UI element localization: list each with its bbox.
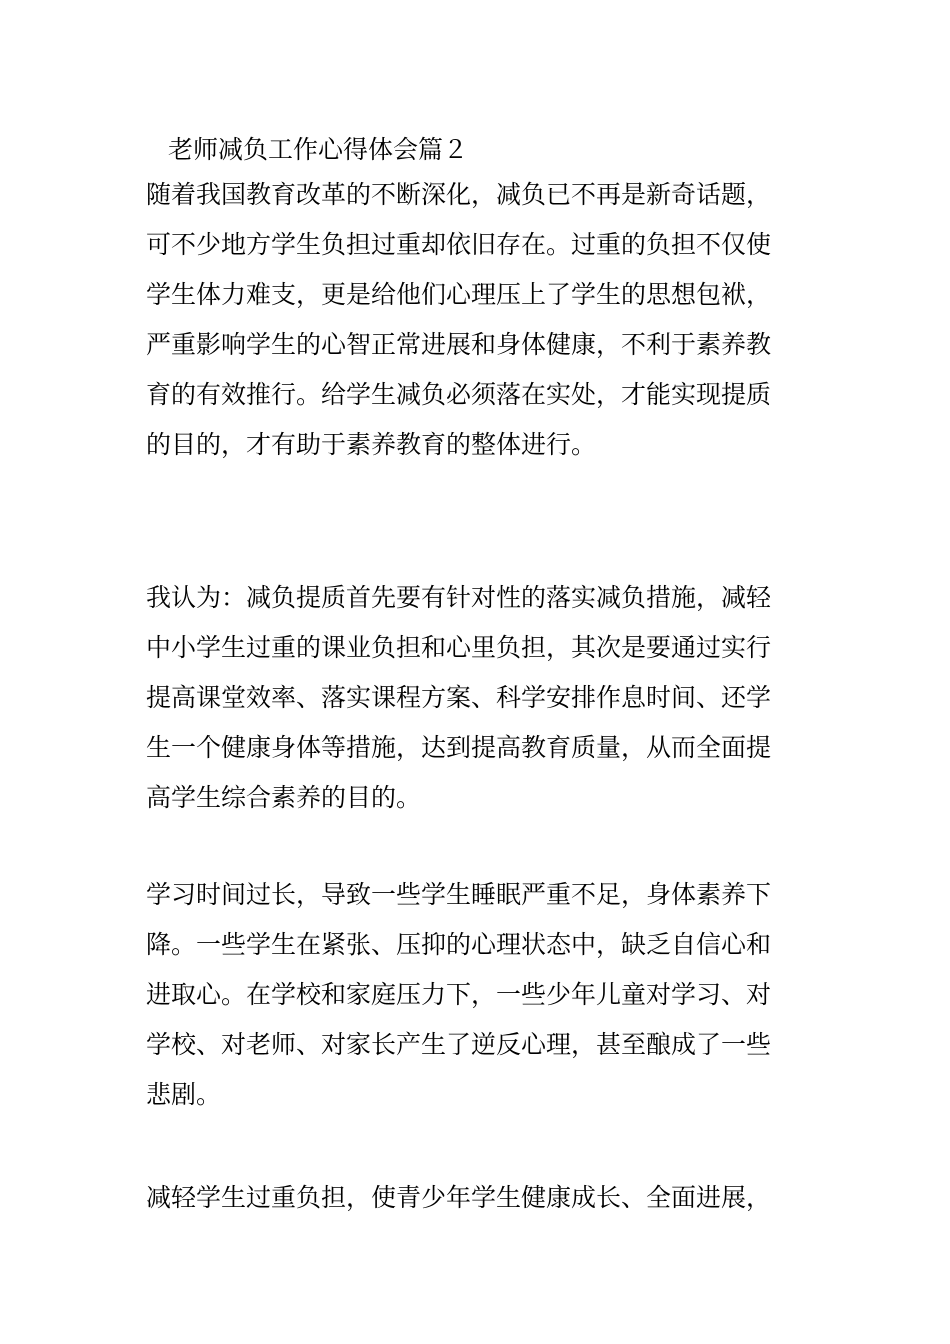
text-line: 降。一些学生在紧张、压抑的心理状态中，缺乏自信心和 xyxy=(146,930,772,959)
text-line: 育的有效推行。给学生减负必须落在实处，才能实现提质 xyxy=(146,380,772,409)
text-line: 进取心。在学校和家庭压力下，一些少年儿童对学习、对 xyxy=(146,980,772,1009)
text-line: 中小学生过重的课业负担和心里负担，其次是要通过实行 xyxy=(146,633,772,662)
text-line: 减轻学生过重负担，使青少年学生健康成长、全面进展， xyxy=(146,1183,772,1212)
text-line: 生一个健康身体等措施，达到提高教育质量，从而全面提 xyxy=(146,733,772,762)
text-line: 严重影响学生的心智正常进展和身体健康，不利于素养教 xyxy=(146,330,772,359)
document-title: 老师减负工作心得体会篇２ xyxy=(168,135,469,164)
text-line: 学习时间过长，导致一些学生睡眠严重不足，身体素养下 xyxy=(146,880,772,909)
text-line: 可不少地方学生负担过重却依旧存在。过重的负担不仅使 xyxy=(146,230,772,259)
paragraph xyxy=(146,573,810,823)
text-line: 高学生综合素养的目的。 xyxy=(146,783,422,812)
text-line: 悲剧。 xyxy=(146,1080,222,1109)
text-line: 我认为：减负提质首先要有针对性的落实减负措施，减轻 xyxy=(146,583,772,612)
text-line: 提高课堂效率、落实课程方案、科学安排作息时间、还学 xyxy=(146,683,772,712)
paragraph xyxy=(146,170,810,470)
text-line: 的目的，才有助于素养教育的整体进行。 xyxy=(146,430,597,459)
text-line: 随着我国教育改革的不断深化，减负已不再是新奇话题， xyxy=(146,180,772,209)
text-line: 学生体力难支，更是给他们心理压上了学生的思想包袱， xyxy=(146,280,772,309)
paragraph xyxy=(146,1173,810,1223)
paragraph xyxy=(146,870,810,1120)
text-line: 学校、对老师、对家长产生了逆反心理，甚至酿成了一些 xyxy=(146,1030,772,1059)
